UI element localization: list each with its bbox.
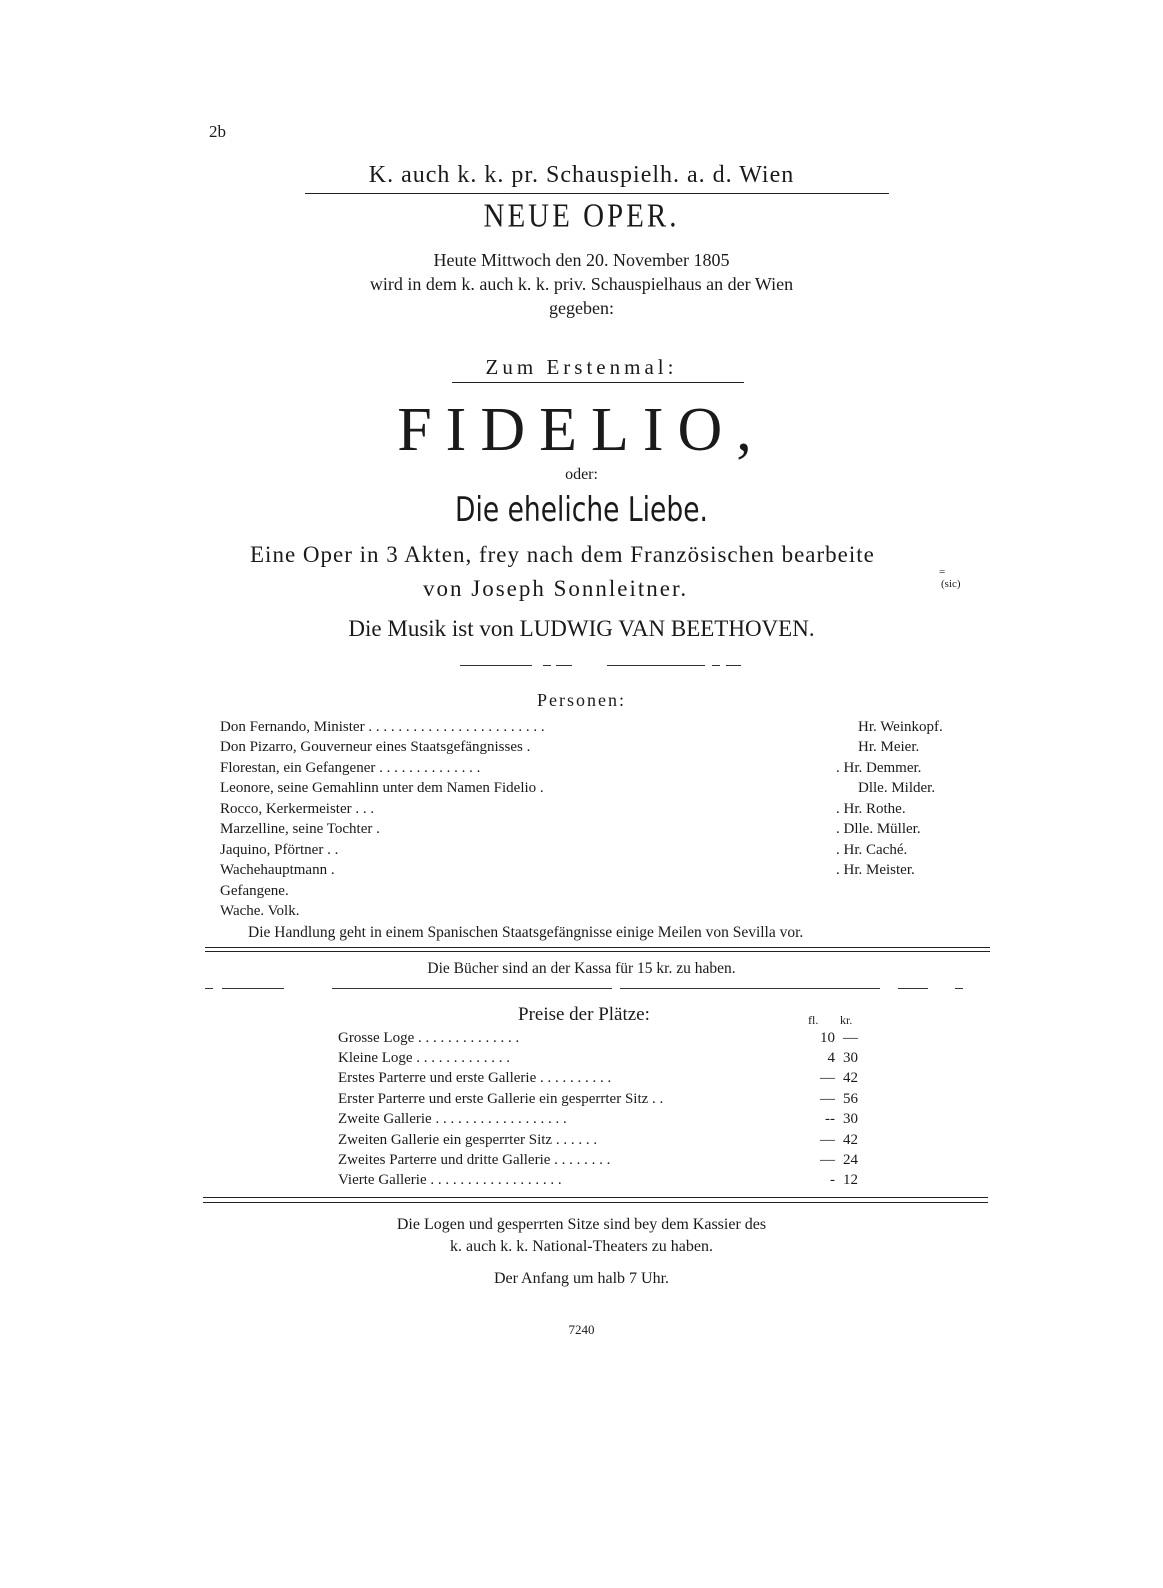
divider-dash: [332, 988, 612, 989]
price-row: [338, 1172, 863, 1192]
cast-role: Florestan, ein Gefangener . . . . . . . . . . . . . .: [220, 760, 481, 776]
description-line-2: von Joseph Sonnleitner.: [423, 576, 689, 601]
prices-heading: Preise der Plätze:: [518, 1004, 650, 1025]
divider-dash: [607, 665, 705, 666]
price-fl: 10: [820, 1030, 835, 1046]
cast-role: Wache. Volk.: [220, 903, 300, 919]
price-fl: —: [820, 1091, 835, 1107]
cast-actor: . Dlle. Müller.: [836, 821, 921, 837]
personen-heading: Personen:: [537, 690, 626, 710]
cast-role: Don Pizarro, Gouverneur eines Staatsgefängnisses .: [220, 739, 531, 755]
cast-actor: Dlle. Milder.: [858, 780, 936, 796]
top-rule: [305, 193, 889, 194]
opera-title: FIDELIO,: [397, 396, 766, 464]
double-rule-top: [203, 1197, 988, 1198]
cast-actor: . Hr. Demmer.: [836, 760, 922, 776]
oder: oder:: [565, 466, 598, 483]
sic-marker: =: [939, 566, 946, 578]
cast-role: Wachehauptmann .: [220, 862, 335, 878]
intro-line-2: wird in dem k. auch k. k. priv. Schauspielhaus an der Wien: [369, 274, 794, 294]
setting-note: Die Handlung geht in einem Spanischen Staatsgefängnisse einige Meilen von Sevilla vor.: [248, 924, 804, 941]
subtitle: Die eheliche Liebe.: [455, 490, 708, 530]
cast-actor: . Hr. Caché.: [836, 842, 908, 858]
currency-fl-header: fl.: [808, 1013, 819, 1027]
price-row: [338, 1091, 863, 1111]
divider-dash: [726, 665, 741, 666]
price-fl: —: [820, 1132, 835, 1148]
intro-line-1: Heute Mittwoch den 20. November 1805: [433, 250, 730, 270]
price-row: [338, 1050, 863, 1070]
seat-name: Vierte Gallerie . . . . . . . . . . . . . . . . . .: [338, 1172, 562, 1188]
divider-dash: [620, 988, 880, 989]
seat-name: Erstes Parterre und erste Gallerie . . . . . . . . . .: [338, 1070, 612, 1086]
seat-name: Zweites Parterre und dritte Gallerie . . . . . . . .: [338, 1152, 611, 1168]
page-number: 2b: [209, 122, 226, 141]
price-kr: 30: [843, 1111, 858, 1127]
seat-name: Zweite Gallerie . . . . . . . . . . . . . . . . . .: [338, 1111, 567, 1127]
cast-role: Jaquino, Pförtner . .: [220, 842, 339, 858]
logen-note-2: k. auch k. k. National-Theaters zu haben.: [449, 1238, 713, 1255]
double-rule-bottom: [205, 951, 990, 952]
cast-actor: . Hr. Rothe.: [836, 801, 906, 817]
seat-name: Erster Parterre und erste Gallerie ein gesperrter Sitz . .: [338, 1091, 664, 1107]
price-row: [338, 1070, 863, 1090]
price-fl: -: [830, 1172, 835, 1188]
price-kr: —: [843, 1030, 858, 1046]
theater-name: K. auch k. k. pr. Schauspielh. a. d. Wien: [368, 162, 795, 188]
price-kr: 12: [843, 1172, 858, 1188]
logen-note-1: Die Logen und gesperrten Sitze sind bey dem Kassier des: [396, 1216, 767, 1233]
divider-dash: [222, 988, 284, 989]
seat-name: Zweiten Gallerie ein gesperrter Sitz . . . . . .: [338, 1132, 598, 1148]
cast-actor: . Hr. Meister.: [836, 862, 915, 878]
cast-role: Gefangene.: [220, 883, 289, 899]
cast-role: Marzelline, seine Tochter .: [220, 821, 380, 837]
double-rule-bottom: [203, 1202, 988, 1203]
double-rule-top: [205, 947, 990, 948]
seat-name: Grosse Loge . . . . . . . . . . . . . .: [338, 1030, 520, 1046]
seat-name: Kleine Loge . . . . . . . . . . . . .: [338, 1050, 511, 1066]
music-credit: Die Musik ist von LUDWIG VAN BEETHOVEN.: [348, 616, 815, 641]
divider-dash: [712, 665, 720, 666]
intro-line-3: gegeben:: [549, 298, 614, 318]
cast-actor: Hr. Meier.: [858, 739, 920, 755]
price-row: [338, 1111, 863, 1131]
price-kr: 24: [843, 1152, 858, 1168]
sic-note: (sic): [941, 578, 961, 590]
price-kr: 56: [843, 1091, 858, 1107]
first-time: Zum Erstenmal:: [485, 355, 678, 379]
cast-role: Rocco, Kerkermeister . . .: [220, 801, 375, 817]
divider-dash: [556, 665, 572, 666]
price-fl: 4: [827, 1050, 835, 1066]
cast-role: Leonore, seine Gemahlinn unter dem Namen Fidelio .: [220, 780, 544, 796]
heading: NEUE OPER.: [483, 197, 680, 235]
footer-number: 7240: [568, 1322, 595, 1337]
books-note: Die Bücher sind an der Kassa für 15 kr. zu haben.: [427, 960, 736, 977]
description-line-1: Eine Oper in 3 Akten, frey nach dem Französischen bearbeite: [250, 542, 875, 567]
price-row: [338, 1030, 863, 1050]
divider-dash: [460, 665, 532, 666]
price-kr: 42: [843, 1132, 858, 1148]
price-kr: 42: [843, 1070, 858, 1086]
price-kr: 30: [843, 1050, 858, 1066]
divider-dash: [205, 988, 213, 989]
price-fl: —: [820, 1070, 835, 1086]
price-row: [338, 1132, 863, 1152]
divider-dash: [955, 988, 963, 989]
price-fl: —: [820, 1152, 835, 1168]
divider-dash: [898, 988, 928, 989]
divider-dash: [543, 665, 551, 666]
price-fl: --: [825, 1111, 835, 1127]
cast-actor: Hr. Weinkopf.: [858, 719, 943, 735]
currency-kr-header: kr.: [840, 1013, 853, 1027]
price-row: [338, 1152, 863, 1172]
start-time: Der Anfang um halb 7 Uhr.: [493, 1270, 670, 1287]
cast-role: Don Fernando, Minister . . . . . . . . . . . . . . . . . . . . . . . .: [220, 719, 545, 735]
first-time-rule: [452, 382, 744, 383]
